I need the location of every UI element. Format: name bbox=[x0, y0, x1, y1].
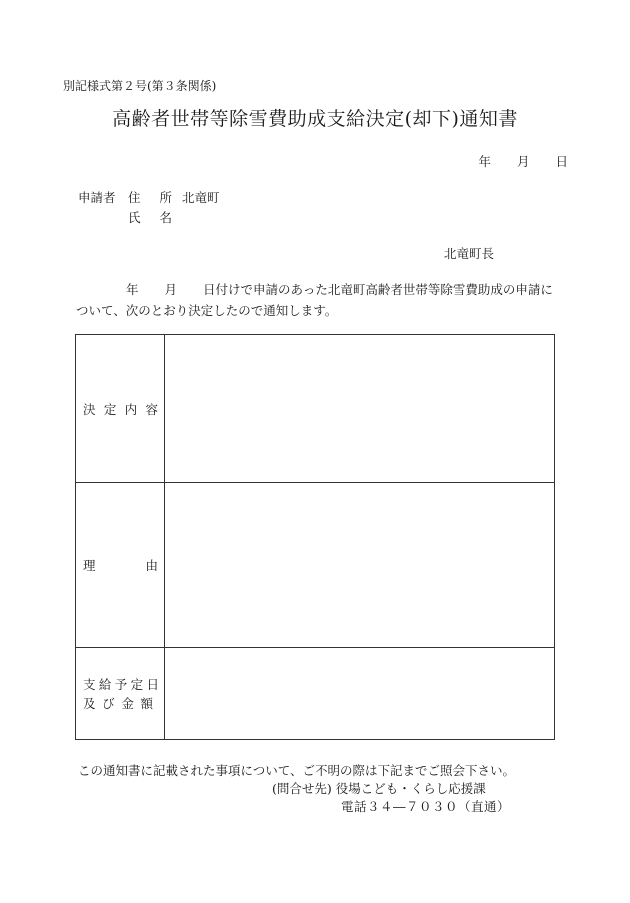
contact-phone: 電話３４―７０３０（直通） bbox=[341, 799, 511, 814]
payment-row bbox=[76, 648, 555, 740]
reason-value-cell bbox=[165, 483, 555, 648]
address-label: 住 所 bbox=[128, 190, 172, 205]
reason-label-cell bbox=[76, 483, 165, 648]
date-year-label: 年 bbox=[478, 154, 491, 169]
name-label: 氏 名 bbox=[128, 210, 172, 225]
applicant-heading: 申請者 bbox=[78, 190, 116, 205]
date-month-label: 月 bbox=[516, 154, 530, 169]
payment-label: 支 給 予 定 日 及 び 金 額 bbox=[83, 676, 159, 711]
contact-department: (問合せ先) 役場こども・くらし応援課 bbox=[272, 781, 486, 796]
body-month-label: 月 bbox=[164, 282, 178, 297]
payment-label-cell bbox=[76, 648, 165, 740]
decision-table bbox=[75, 334, 555, 740]
document-title: 高齢者世帯等除雪費助成支給決定(却下)通知書 bbox=[112, 108, 518, 130]
reason-label: 理 由 bbox=[83, 558, 158, 573]
address-value: 北竜町 bbox=[182, 190, 220, 205]
decision-value-cell bbox=[165, 335, 555, 483]
payment-value-cell bbox=[165, 648, 555, 740]
issue-date bbox=[478, 152, 568, 170]
decision-label: 決 定 内 容 bbox=[83, 401, 158, 417]
body-text: 日付けで申請のあった北竜町高齢者世帯等除雪費助成の申請について、次のとおり決定したので通知します。 bbox=[76, 282, 553, 318]
inquiry-notice: この通知書に記載された事項について、ご不明の際は下記までご照会下さい。 bbox=[78, 763, 516, 778]
body-year-label: 年 bbox=[126, 282, 139, 297]
decision-label-cell bbox=[76, 335, 165, 483]
decision-row bbox=[76, 335, 555, 483]
reason-row bbox=[76, 483, 555, 648]
notice-body bbox=[76, 279, 556, 321]
form-number-label: 別記様式第２号(第３条関係) bbox=[63, 79, 217, 93]
date-day-label: 日 bbox=[555, 154, 568, 169]
issuer-name: 北竜町長 bbox=[444, 246, 495, 261]
applicant-block bbox=[78, 188, 220, 228]
